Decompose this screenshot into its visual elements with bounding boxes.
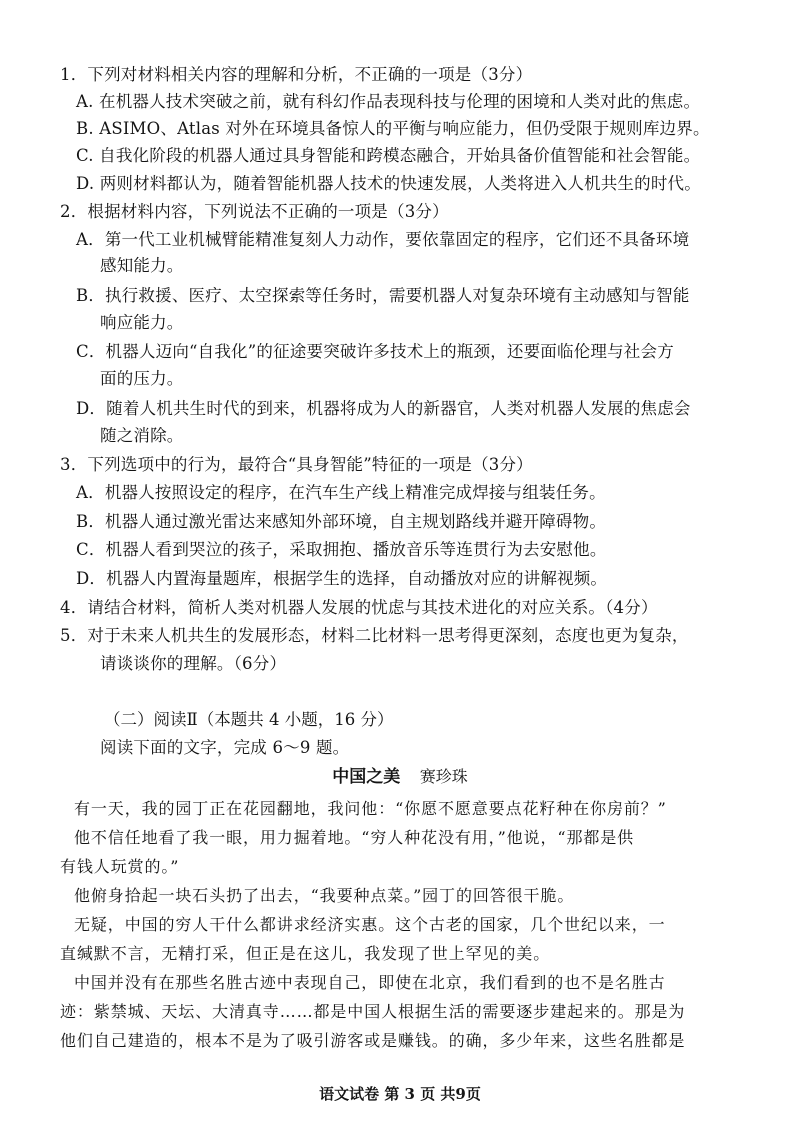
article-line-8: 迹：紫禁城、天坛、大清真寺……都是中国人根据生活的需要逐步建起来的。那是为	[60, 1002, 686, 1021]
article-line-3: 有钱人玩赏的。”	[60, 857, 180, 876]
article-line-1: 有一天，我的园丁正在花园翻地，我问他：“你愿不愿意要点花籽种在你房前？”	[74, 799, 667, 818]
question-2-option-a: A．第一代工业机械臂能精准复刻人力动作，要依靠固定的程序，它们还不具备环境	[76, 230, 690, 249]
question-1-option-d: D. 两则材料都认为，随着智能机器人技术的快速发展，人类将进入人机共生的时代。	[76, 174, 701, 193]
question-1-option-a: A. 在机器人技术突破之前，就有科幻作品表现科技与伦理的困境和人类对此的焦虑。	[76, 92, 701, 111]
article-line-2: 他不信任地看了我一眼，用力掘着地。“穷人种花没有用，”他说，“那都是供	[74, 828, 635, 847]
article-line-4: 他俯身拾起一块石头扔了出去，“我要种点菜。”园丁的回答很干脆。	[74, 886, 575, 905]
question-3-option-c: C．机器人看到哭泣的孩子，采取拥抱、播放音乐等连贯行为去安慰他。	[76, 540, 607, 559]
article-title: 中国之美	[332, 767, 401, 787]
article-title-row	[0, 764, 800, 790]
article-line-6: 直缄默不言，无精打采，但正是在这儿，我发现了世上罕见的美。	[60, 944, 551, 963]
article-line-7: 中国并没有在那些名胜古迹中表现自己，即使在北京，我们看到的也不是名胜古	[74, 973, 666, 992]
question-1-option-c: C. 自我化阶段的机器人通过具身智能和跨模态融合，开始具备价值智能和社会智能。	[76, 146, 701, 165]
question-5-stem: 5．对于未来人机共生的发展形态，材料二比材料一思考得更深刻，态度也更为复杂，	[60, 626, 689, 645]
question-1-stem: 1．下列对材料相关内容的理解和分析，不正确的一项是（3分）	[60, 65, 533, 84]
page-footer: 语文试卷 第 3 页 共9页	[319, 1085, 481, 1103]
question-2-option-d-cont: 随之消除。	[100, 426, 184, 445]
question-2-option-c-cont: 面的压力。	[100, 369, 184, 388]
question-4-stem: 4．请结合材料，简析人类对机器人发展的忧虑与其技术进化的对应关系。（4分）	[60, 598, 658, 617]
question-1-option-b: B. ASIMO、Atlas 对外在环境具备惊人的平衡与响应能力，但仍受限于规则库边界。	[76, 119, 710, 138]
section-heading: （二）阅读Ⅱ（本题共 4 小题，16 分）	[104, 710, 394, 729]
article-line-5: 无疑，中国的穷人干什么都讲求经济实惠。这个古老的国家，几个世纪以来，一	[74, 915, 666, 934]
question-2-stem: 2．根据材料内容，下列说法不正确的一项是（3分）	[60, 202, 449, 221]
section-instruction: 阅读下面的文字，完成 6～9 题。	[100, 738, 350, 757]
article-author: 赛珍珠	[419, 767, 468, 786]
question-3-stem: 3．下列选项中的行为，最符合“具身智能”特征的一项是（3分）	[60, 455, 533, 474]
question-2-option-b: B．执行救援、医疗、太空探索等任务时，需要机器人对复杂环境有主动感知与智能	[76, 286, 690, 305]
article-line-9: 他们自己建造的，根本不是为了吸引游客或是赚钱。的确，多少年来，这些名胜都是	[60, 1031, 686, 1050]
question-3-option-a: A．机器人按照设定的程序，在汽车生产线上精准完成焊接与组装任务。	[76, 483, 606, 502]
question-3-option-d: D．机器人内置海量题库，根据学生的选择，自动播放对应的讲解视频。	[76, 569, 608, 588]
question-2-option-c: C．机器人迈向“自我化”的征途要突破许多技术上的瓶颈，还要面临伦理与社会方	[76, 342, 674, 361]
question-2-option-b-cont: 响应能力。	[100, 313, 184, 332]
question-2-option-d: D．随着人机共生时代的到来，机器将成为人的新器官，人类对机器人发展的焦虑会	[76, 399, 691, 418]
question-2-option-a-cont: 感知能力。	[100, 256, 184, 275]
question-5-stem-cont: 请谈谈你的理解。（6分）	[100, 654, 287, 673]
question-3-option-b: B．机器人通过激光雷达来感知外部环境，自主规划路线并避开障碍物。	[76, 512, 607, 531]
